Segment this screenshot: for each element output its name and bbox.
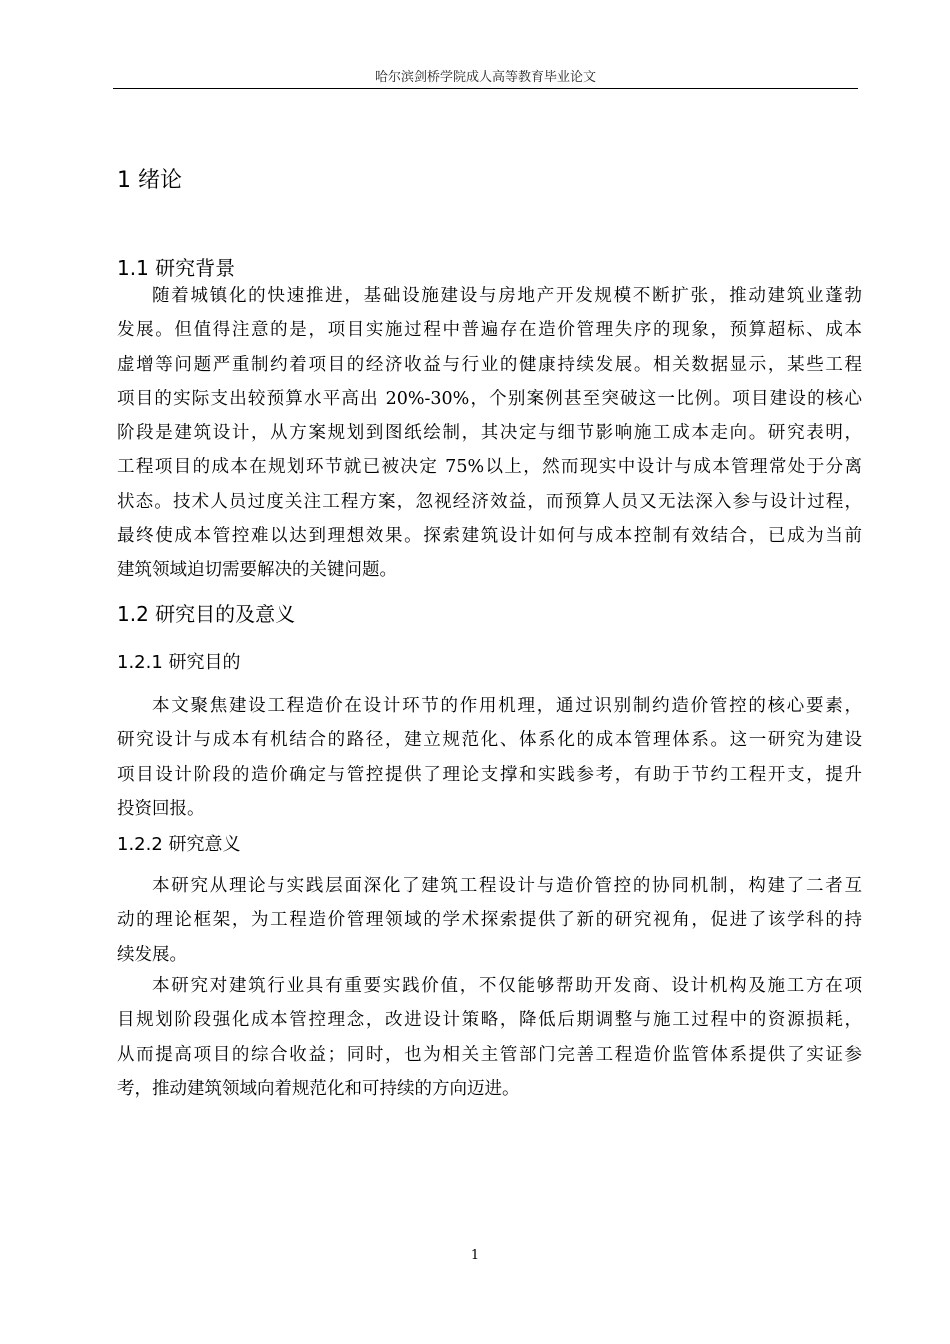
paragraph-background <box>117 279 862 588</box>
paragraph-significance-theory <box>117 869 862 972</box>
text-line: 本文聚焦建设工程造价在设计环节的作用机理，通过识别制约造价管控的核心要素， <box>152 696 862 716</box>
text-line: 研究设计与成本有机结合的路径，建立规范化、体系化的成本管理体系。这一研究为建设 <box>117 730 862 751</box>
text-line: 最终使成本管控难以达到理想效果。探索建筑设计如何与成本控制有效结合，已成为当前 <box>117 526 862 547</box>
text-line: 从而提高项目的综合收益；同时，也为相关主管部门完善工程造价监管体系提供了实证参 <box>117 1044 862 1065</box>
text-line: 阶段是建筑设计，从方案规划到图纸绘制，其决定与细节影响施工成本走向。研究表明， <box>117 423 862 444</box>
text-line: 状态。技术人员过度关注工程方案，忽视经济效益，而预算人员又无法深入参与设计过程， <box>117 491 862 512</box>
chapter-heading: 1 绪论 <box>117 168 182 193</box>
subsection-heading-1-2-2: 1.2.2 研究意义 <box>117 834 241 855</box>
text-line: 随着城镇化的快速推进，基础设施建设与房地产开发规模不断扩张，推动建筑业蓬勃 <box>152 286 862 306</box>
header-divider <box>113 88 858 89</box>
text-line: 本研究对建筑行业具有重要实践价值，不仅能够帮助开发商、设计机构及施工方在项 <box>152 976 862 996</box>
text-line: 项目设计阶段的造价确定与管控提供了理论支撑和实践参考，有助于节约工程开支，提升 <box>117 764 862 785</box>
text-line: 发展。但值得注意的是，项目实施过程中普遍存在造价管理失序的现象，预算超标、成本 <box>117 320 862 341</box>
paragraph-purpose <box>117 689 862 826</box>
text-line: 建筑领域迫切需要解决的关键问题。 <box>117 560 397 581</box>
text-line: 虚增等问题严重制约着项目的经济收益与行业的健康持续发展。相关数据显示，某些工程 <box>117 354 862 375</box>
text-line: 工程项目的成本在规划环节就已被决定 75%以上，然而现实中设计与成本管理常处于分离 <box>117 457 862 478</box>
text-line: 本研究从理论与实践层面深化了建筑工程设计与造价管控的协同机制，构建了二者互 <box>152 876 862 896</box>
subsection-heading-1-2-1: 1.2.1 研究目的 <box>117 652 241 673</box>
text-line: 投资回报。 <box>117 798 205 819</box>
section-heading-1-1: 1.1 研究背景 <box>117 256 236 280</box>
text-line: 动的理论框架，为工程造价管理领域的学术探索提供了新的研究视角，促进了该学科的持 <box>117 910 862 931</box>
text-line: 续发展。 <box>117 944 187 965</box>
text-line: 项目的实际支出较预算水平高出 20%-30%，个别案例甚至突破这一比例。项目建设的核心 <box>117 388 862 409</box>
text-line: 目规划阶段强化成本管控理念，改进设计策略，降低后期调整与施工过程中的资源损耗， <box>117 1010 862 1031</box>
text-line: 考，推动建筑领域向着规范化和可持续的方向迈进。 <box>117 1078 520 1099</box>
running-header: 哈尔滨剑桥学院成人高等教育毕业论文 <box>374 70 596 85</box>
paragraph-significance-practice <box>117 969 862 1106</box>
section-heading-1-2: 1.2 研究目的及意义 <box>117 602 296 626</box>
page-number: 1 <box>470 1248 480 1263</box>
